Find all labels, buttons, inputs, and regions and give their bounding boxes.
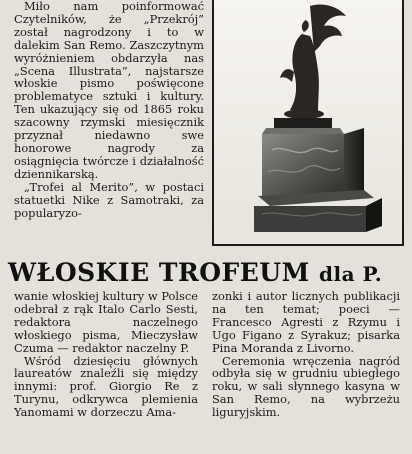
article-paragraph: Wśród dziesięciu głównych laureatów znaleźli się między innymi: prof. Giorgio Re z Turynu, odkrywca plemienia Yanomami w dorzeczu Ama- xyxy=(14,353,198,420)
article-paragraph: wanie włoskiej kultury w Polsce odebrał z rąk Italo Carlo Sesti, redaktora naczelnego włoskiego pisma, Mieczysław Czuma — redaktor naczelny P. xyxy=(14,289,198,355)
article-paragraph: Miło nam poinformować Czytelników, że „Przekrój” został nagrodzony i to w dalekim San Remo. Zaszczytnym wyróżnieniem obdarzyła nas „Scena Illustrata”, najstarsze włoskie pismo poświęcone problematyce sztuki i kultury. Ten ukazujący się od 1865 roku szacowny rzymski miesięcznik przyznał niedawno swe honorowe nagrody za osiągnięcia twórcze i działalność dziennikarską. xyxy=(14,0,204,181)
trophy-photo xyxy=(212,0,404,246)
marble-pedestal xyxy=(254,118,382,232)
nike-statuette-illustration xyxy=(214,0,404,246)
article-paragraph: Ceremonia wręczenia nagród odbyła się w grudniu ubiegłego roku, w sali słynnego kasyna w San Remo, na wybrzeżu liguryjskim. xyxy=(212,353,400,420)
headline-main: WŁOSKIE TROFEUM xyxy=(8,258,310,287)
article-left-column xyxy=(14,290,198,419)
article-paragraph: zonki i autor licznych publikacji na ten temat; poeci — Francesco Agresti z Rzymu i Ugo Figano z Syrakuz; pisarka Pina Moranda z Livorno. xyxy=(212,289,400,355)
article-intro-column xyxy=(14,0,204,219)
article-right-column xyxy=(212,290,400,419)
headline xyxy=(8,258,408,289)
headline-suffix: dla P. xyxy=(319,262,383,286)
article-paragraph: „Trofei al Merito”, w postaci statuetki Nike z Samotraki, za popularyzo- xyxy=(14,179,204,220)
